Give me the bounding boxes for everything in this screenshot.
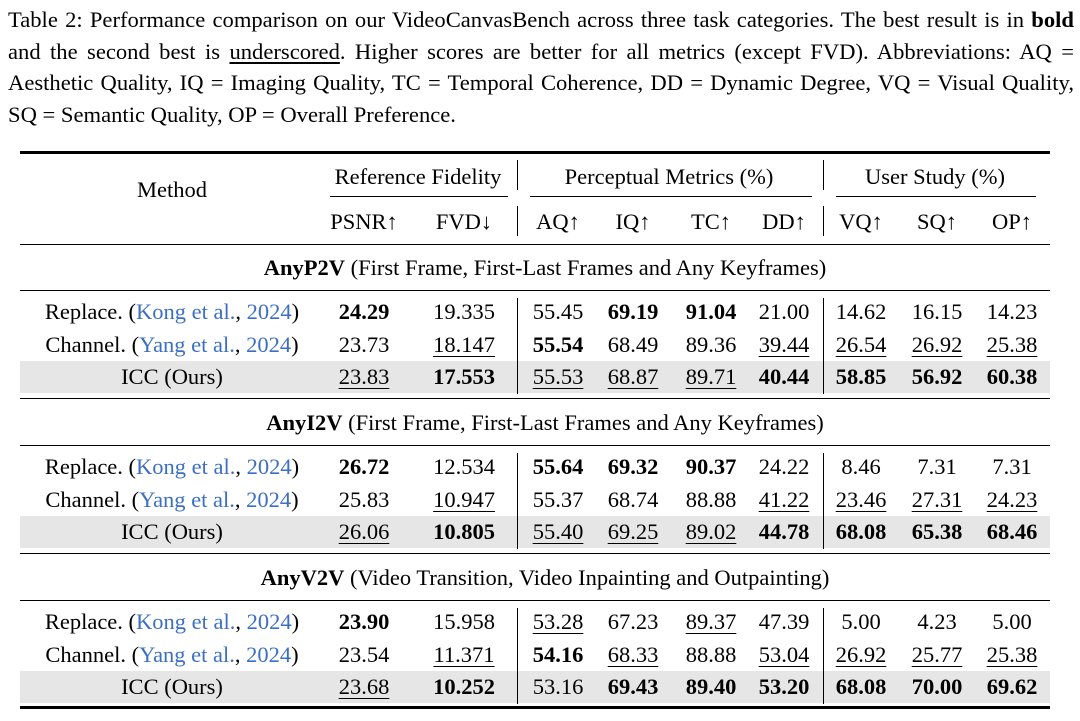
- table-cell: 68.46: [986, 519, 1038, 544]
- table-cell: 55.37: [532, 486, 584, 512]
- section-desc: (Video Transition, Video Inpainting and Outpainting): [344, 565, 830, 590]
- table-cell: 65.38: [911, 519, 963, 544]
- table-cell: 25.83: [338, 486, 390, 512]
- table-cell: 27.31: [911, 486, 963, 512]
- table-cell: 69.25: [607, 519, 659, 544]
- table-cell: 26.72: [338, 454, 390, 479]
- caption-middle: and the second best is: [8, 38, 230, 64]
- top-rule: [20, 151, 1050, 154]
- caption-bold-word: bold: [1031, 7, 1074, 32]
- data-sep-0: [517, 453, 518, 549]
- header-sep-bottom-0: [517, 206, 518, 236]
- method-name: Channel. (Yang et al., 2024): [45, 331, 299, 357]
- table-cell: 55.53: [532, 364, 584, 389]
- table-cell: 24.22: [758, 454, 810, 479]
- caption-suffix: . Higher scores are better for all metrics (except FVD). Abbreviations: AQ = Aesthetic Quality, IQ = Imaging Quality, TC = Temporal Coherence, DD = Dynamic Degree, VQ = Visual Quality, SQ = Semantic Quality, OP = Overall Preference.: [8, 38, 1075, 127]
- table-cell: 10.805: [433, 519, 495, 544]
- section-rule-bottom: [20, 553, 1050, 554]
- header-col-3: IQ↑: [615, 209, 651, 234]
- section-title-anyv2v: [261, 562, 830, 594]
- table-cell: 26.92: [835, 641, 887, 667]
- table-cell: 14.23: [986, 299, 1038, 324]
- data-sep-1: [823, 298, 824, 394]
- table-cell: 68.08: [835, 519, 887, 544]
- table-cell: 44.78: [758, 519, 810, 544]
- citation-link[interactable]: Yang et al.: [139, 641, 235, 667]
- method-name: Replace. (Kong et al., 2024): [44, 609, 300, 634]
- header-sep-bottom-1: [823, 206, 824, 236]
- section-title-anyp2v: [264, 252, 826, 284]
- table-cell: 25.38: [986, 641, 1038, 667]
- table-cell: 24.29: [338, 299, 390, 324]
- table-cell: 10.252: [433, 674, 495, 699]
- table-cell: 58.85: [835, 364, 887, 389]
- table-cell: 12.534: [433, 454, 495, 479]
- table-cell: 25.38: [986, 331, 1038, 357]
- table-cell: 14.62: [835, 299, 887, 324]
- table-cell: 23.90: [338, 609, 390, 634]
- section-rule-top: [20, 600, 1050, 601]
- group-rule-1: [530, 196, 812, 197]
- header-group-2: User Study (%): [865, 164, 1005, 189]
- header-rule: [20, 244, 1050, 245]
- header-sep-top-1: [823, 160, 824, 190]
- table-cell: 68.08: [835, 674, 887, 699]
- data-sep-0: [517, 608, 518, 704]
- table-cell: 89.02: [685, 519, 737, 544]
- table-cell: 53.04: [758, 641, 810, 667]
- table-cell: 21.00: [758, 299, 810, 324]
- table-cell: 68.33: [607, 641, 659, 667]
- table-cell: 40.44: [758, 364, 810, 389]
- table-cell: 26.06: [338, 519, 390, 544]
- header-col-7: SQ↑: [916, 209, 958, 234]
- table-cell: 53.16: [532, 674, 584, 699]
- citation-link[interactable]: Yang et al.: [139, 486, 235, 512]
- section-title-anyi2v: [266, 407, 823, 439]
- table-cell: 53.28: [532, 609, 584, 634]
- section-rule-top: [20, 445, 1050, 446]
- table-cell: 4.23: [917, 609, 957, 634]
- section-name: AnyV2V: [260, 565, 345, 590]
- citation-year-link[interactable]: 2024: [246, 486, 292, 512]
- header-col-4: TC↑: [690, 209, 732, 234]
- header-col-2: AQ↑: [536, 209, 580, 234]
- section-name: AnyI2V: [266, 410, 343, 435]
- table-cell: 5.00: [841, 609, 881, 634]
- table-cell: 15.958: [433, 609, 495, 634]
- table-cell: 90.37: [685, 454, 737, 479]
- citation-year-link[interactable]: 2024: [246, 454, 292, 479]
- table-cell: 89.37: [685, 609, 737, 634]
- table-cell: 47.39: [758, 609, 810, 634]
- table-cell: 54.16: [532, 641, 584, 667]
- table-cell: 26.92: [911, 331, 963, 357]
- table-cell: 69.32: [607, 454, 659, 479]
- section-desc: (First Frame, First-Last Frames and Any Keyframes): [342, 410, 824, 435]
- method-name: Channel. (Yang et al., 2024): [45, 486, 299, 512]
- table-cell: 39.44: [758, 331, 810, 357]
- header-col-1: FVD↓: [435, 209, 493, 234]
- method-name: Replace. (Kong et al., 2024): [44, 454, 300, 479]
- table-cell: 91.04: [685, 299, 737, 324]
- header-col-8: OP↑: [991, 209, 1033, 234]
- table-cell: 17.553: [433, 364, 495, 389]
- table-cell: 23.46: [835, 486, 887, 512]
- group-rule-0: [330, 196, 508, 197]
- citation-link[interactable]: Kong et al.: [136, 609, 236, 634]
- table-cell: 10.947: [433, 486, 495, 512]
- table-cell: 25.77: [911, 641, 963, 667]
- header-sep-top-0: [517, 160, 518, 190]
- citation-link[interactable]: Kong et al.: [136, 454, 236, 479]
- table-cell: 41.22: [758, 486, 810, 512]
- table-cell: 55.45: [532, 299, 584, 324]
- table-cell: 68.87: [607, 364, 659, 389]
- bottom-rule: [20, 706, 1050, 709]
- table-cell: 55.54: [532, 331, 584, 357]
- header-col-5: DD↑: [762, 209, 806, 234]
- section-rule-bottom: [20, 398, 1050, 399]
- header-group-1: Perceptual Metrics (%): [564, 164, 774, 189]
- table-cell: 89.36: [685, 331, 737, 357]
- table-cell: 60.38: [986, 364, 1038, 389]
- table-cell: 89.71: [685, 364, 737, 389]
- table-cell: 69.62: [986, 674, 1038, 699]
- table-cell: 88.88: [685, 641, 737, 667]
- data-sep-0: [517, 298, 518, 394]
- table-cell: 53.20: [758, 674, 810, 699]
- section-rule-top: [20, 290, 1050, 291]
- table-cell: 8.46: [841, 454, 881, 479]
- header-col-0: PSNR↑: [330, 209, 398, 234]
- method-name: Channel. (Yang et al., 2024): [45, 641, 299, 667]
- table-cell: 23.54: [338, 641, 390, 667]
- table-cell: 68.49: [607, 331, 659, 357]
- method-name: Replace. (Kong et al., 2024): [44, 299, 300, 324]
- caption-prefix: Table 2: Performance comparison on our VideoCanvasBench across three task categories. The best result is in: [8, 7, 1032, 32]
- table-cell: 24.23: [986, 486, 1038, 512]
- table-cell: 18.147: [433, 331, 495, 357]
- table-cell: 11.371: [433, 641, 495, 667]
- table-cell: 7.31: [917, 454, 957, 479]
- table-caption: [8, 4, 1074, 130]
- table-cell: 23.68: [338, 674, 390, 699]
- header-group-0: Reference Fidelity: [334, 164, 502, 189]
- citation-year-link[interactable]: 2024: [246, 299, 292, 324]
- table-cell: 89.40: [685, 674, 737, 699]
- citation-year-link[interactable]: 2024: [246, 641, 292, 667]
- table-cell: 68.74: [607, 486, 659, 512]
- table-cell: 70.00: [911, 674, 963, 699]
- citation-year-link[interactable]: 2024: [246, 609, 292, 634]
- citation-link[interactable]: Kong et al.: [136, 299, 236, 324]
- group-rule-2: [836, 196, 1036, 197]
- table-cell: 7.31: [992, 454, 1032, 479]
- table-cell: 26.54: [835, 331, 887, 357]
- table-cell: 88.88: [685, 486, 737, 512]
- method-name: ICC (Ours): [121, 519, 223, 544]
- table-cell: 56.92: [911, 364, 963, 389]
- table-cell: 23.73: [338, 331, 390, 357]
- method-name: ICC (Ours): [121, 364, 223, 389]
- table-cell: 69.19: [607, 299, 659, 324]
- table-cell: 67.23: [607, 609, 659, 634]
- header-method: Method: [137, 177, 207, 202]
- method-name: ICC (Ours): [121, 674, 223, 699]
- table-cell: 5.00: [992, 609, 1032, 634]
- citation-link[interactable]: Yang et al.: [139, 331, 235, 357]
- caption-underline-word: underscored: [229, 38, 340, 64]
- table-cell: 55.40: [532, 519, 584, 544]
- table-cell: 69.43: [607, 674, 659, 699]
- section-name: AnyP2V: [263, 255, 346, 280]
- header-col-6: VQ↑: [839, 209, 883, 234]
- table-cell: 23.83: [338, 364, 390, 389]
- data-sep-1: [823, 453, 824, 549]
- citation-year-link[interactable]: 2024: [246, 331, 292, 357]
- table-cell: 55.64: [532, 454, 584, 479]
- section-desc: (First Frame, First-Last Frames and Any Keyframes): [345, 255, 827, 280]
- table-cell: 19.335: [433, 299, 495, 324]
- table-cell: 16.15: [911, 299, 963, 324]
- data-sep-1: [823, 608, 824, 704]
